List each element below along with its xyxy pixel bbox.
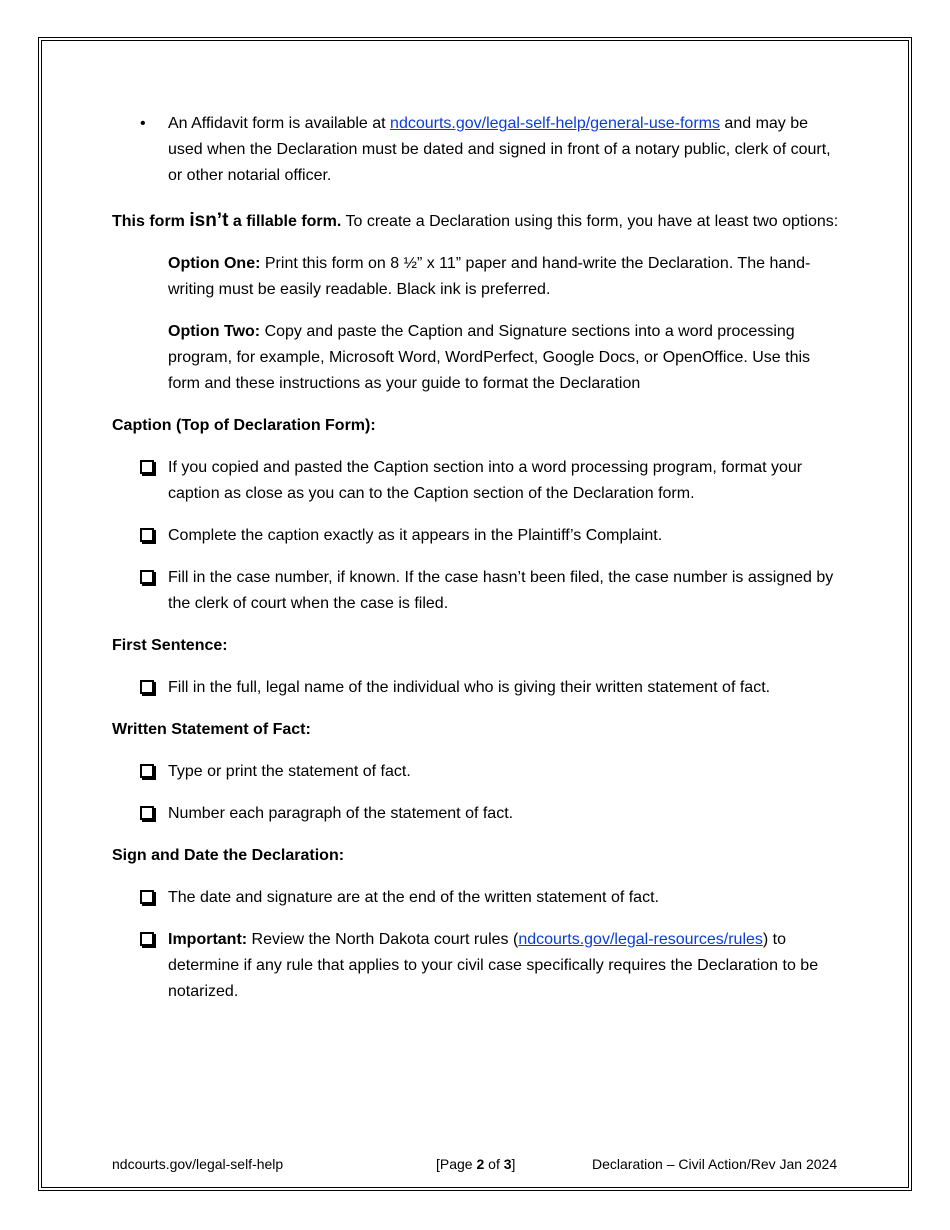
important-label: Important: <box>168 931 248 948</box>
notice-bold-end: a fillable form. <box>228 213 342 230</box>
checklist-item <box>112 801 840 827</box>
option-one-text: Print this form on 8 ½” x 11” paper and hand-write the Declaration. The hand-writing must be easily readable. Black ink is preferred. <box>168 255 811 298</box>
option-two-label: Option Two: <box>168 323 261 340</box>
option-one <box>112 251 840 303</box>
checkbox-icon <box>140 570 154 584</box>
court-rules-link[interactable]: ndcourts.gov/legal-resources/rules <box>518 931 763 948</box>
affidavit-text-prefix: An Affidavit form is available at <box>168 115 391 132</box>
option-two-text: Copy and paste the Caption and Signature sections into a word processing program, for example, Microsoft Word, WordPerfect, Google Docs, or OpenOffice. Use this form and these instructions as your guide to format the Declaration <box>168 323 811 392</box>
option-one-label: Option One: <box>168 255 261 272</box>
checklist-item <box>112 565 840 617</box>
checklist-item-text: Type or print the statement of fact. <box>168 763 411 780</box>
checklist-item <box>112 455 840 507</box>
checkbox-icon <box>140 528 154 542</box>
general-use-forms-link[interactable]: ndcourts.gov/legal-self-help/general-use-forms <box>390 115 720 132</box>
checkbox-icon <box>140 460 154 474</box>
footer-page-number <box>436 1155 515 1173</box>
sign-date-heading: Sign and Date the Declaration: <box>112 847 345 864</box>
checklist-item-important <box>112 927 840 1005</box>
notice-bold-big: isn’t <box>189 210 229 231</box>
option-two <box>112 319 840 397</box>
checklist-item <box>112 759 840 785</box>
affidavit-text-suffix: and may be used when the Declaration must be dated and signed in front of a notary public, clerk of court, or other notarial officer. <box>168 115 831 184</box>
page-of: of <box>484 1156 504 1172</box>
checklist-item <box>112 885 840 911</box>
notice-text: To create a Declaration using this form, you have at least two options: <box>341 213 839 230</box>
first-sentence-heading: First Sentence: <box>112 637 228 654</box>
checklist-item-text: If you copied and pasted the Caption section into a word processing program, format your caption as close as you can to the Caption section of the Declaration form. <box>168 459 803 502</box>
document-body <box>112 111 840 1005</box>
checkbox-icon <box>140 890 154 904</box>
checklist-item-text: Fill in the full, legal name of the individual who is giving their written statement of fact. <box>168 679 771 696</box>
caption-heading: Caption (Top of Declaration Form): <box>112 417 376 434</box>
checklist-item-text: Number each paragraph of the statement of fact. <box>168 805 514 822</box>
checklist-item-text: Fill in the case number, if known. If the case hasn’t been filed, the case number is assigned by the clerk of court when the case is filed. <box>168 569 834 612</box>
important-text-prefix: Review the North Dakota court rules ( <box>247 931 519 948</box>
footer-form-title: Declaration – Civil Action/Rev Jan 2024 <box>592 1156 838 1172</box>
checkbox-icon <box>140 806 154 820</box>
fillable-notice <box>112 208 840 235</box>
bullet-dot-icon: • <box>140 115 146 132</box>
checkbox-icon <box>140 932 154 946</box>
checklist-item-text: The date and signature are at the end of the written statement of fact. <box>168 889 659 906</box>
checkbox-icon <box>140 680 154 694</box>
page-current: 2 <box>476 1156 485 1172</box>
page-total: 3 <box>503 1156 512 1172</box>
checklist-item-text: Complete the caption exactly as it appears in the Plaintiff’s Complaint. <box>168 527 663 544</box>
checklist-item <box>112 523 840 549</box>
notice-bold-start: This form <box>112 213 190 230</box>
important-text-suffix: ) to determine if any rule that applies to your civil case specifically requires the Declaration to be notarized. <box>168 931 819 1000</box>
page-prefix: [Page <box>436 1156 477 1172</box>
footer-website: ndcourts.gov/legal-self-help <box>112 1156 284 1172</box>
checkbox-icon <box>140 764 154 778</box>
checklist-item <box>112 675 840 701</box>
page-suffix: ] <box>511 1156 516 1172</box>
affidavit-bullet <box>112 111 840 189</box>
statement-heading: Written Statement of Fact: <box>112 721 311 738</box>
